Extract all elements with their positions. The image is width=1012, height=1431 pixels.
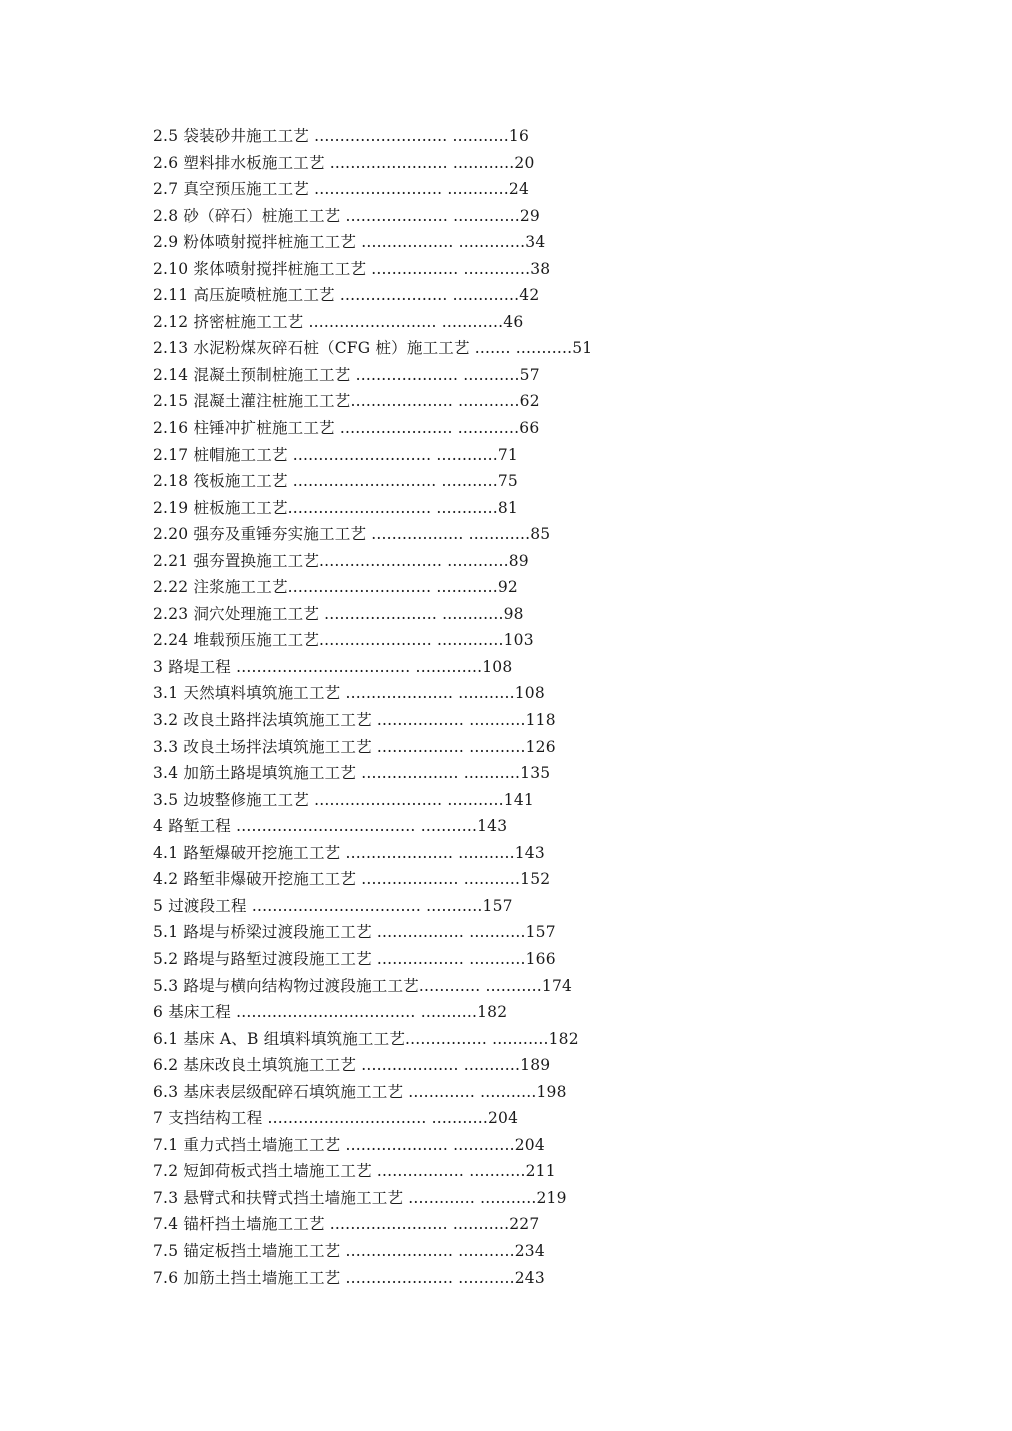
toc-entry (153, 787, 728, 814)
toc-entry (153, 601, 728, 628)
toc-entry-text: 2.22 注浆施工工艺............................ ............92 (153, 578, 518, 597)
toc-entry (153, 203, 728, 230)
toc-entry-text: 2.23 洞穴处理施工工艺 ...................... ............98 (153, 604, 524, 623)
toc-entry (153, 123, 728, 150)
toc-entry-text: 3.2 改良土路拌法填筑施工工艺 ................. ...........118 (153, 711, 556, 730)
toc-entry-text: 2.21 强夯置换施工工艺........................ ............89 (153, 551, 529, 570)
toc-entry-text: 6.1 基床 A、B 组填料填筑施工工艺................ ...........182 (153, 1029, 579, 1048)
toc-entry (153, 468, 728, 495)
toc-entry (153, 442, 728, 469)
toc-entry (153, 1238, 728, 1265)
toc-entry-text: 7 支挡结构工程 ............................... ...........204 (153, 1109, 519, 1128)
toc-entry (153, 1158, 728, 1185)
toc-entry (153, 734, 728, 761)
toc-entry-text: 6.2 基床改良土填筑施工工艺 ................... ...........189 (153, 1056, 551, 1075)
toc-entry-text: 2.20 强夯及重锤夯实施工工艺 .................. ............85 (153, 525, 551, 544)
toc-entry (153, 1132, 728, 1159)
toc-entry-text: 7.5 锚定板挡土墙施工工艺 ..................... ...........234 (153, 1241, 545, 1260)
toc-entry-text: 7.6 加筋土挡土墙施工工艺 ..................... ...........243 (153, 1268, 545, 1287)
toc-entry-text: 6.3 基床表层级配碎石填筑施工工艺 ............. ...........198 (153, 1082, 567, 1101)
toc-entry-text: 3 路堤工程 .................................. .............108 (153, 657, 513, 676)
toc-entry-text: 5.3 路堤与横向结构物过渡段施工工艺............ ...........174 (153, 976, 573, 995)
toc-entry-text: 6 基床工程 ................................... ...........182 (153, 1003, 508, 1022)
toc-entry-text: 2.10 浆体喷射搅拌桩施工工艺 ................. .............38 (153, 259, 551, 278)
toc-entry (153, 1105, 728, 1132)
toc-entry-text: 2.17 桩帽施工工艺 ........................... ............71 (153, 445, 518, 464)
toc-entry (153, 627, 728, 654)
toc-entry-text: 3.3 改良土场拌法填筑施工工艺 ................. ...........126 (153, 737, 556, 756)
toc-entry (153, 893, 728, 920)
toc-entry-text: 5.1 路堤与桥梁过渡段施工工艺 ................. ...........157 (153, 923, 556, 942)
toc-entry-text: 7.2 短卸荷板式挡土墙施工工艺 ................. ...........211 (153, 1162, 556, 1181)
toc-entry (153, 388, 728, 415)
toc-entry-text: 2.24 堆载预压施工工艺...................... .............103 (153, 631, 534, 650)
toc-entry-text: 2.18 筏板施工工艺 ............................ ...........75 (153, 472, 518, 491)
toc-entry-text: 2.9 粉体喷射搅拌桩施工工艺 .................. .............34 (153, 233, 546, 252)
toc-entry (153, 1211, 728, 1238)
toc-entry-text: 7.3 悬臂式和扶臂式挡土墙施工工艺 ............. ...........219 (153, 1188, 567, 1207)
toc-entry (153, 919, 728, 946)
toc-entry (153, 282, 728, 309)
toc-entry-text: 2.14 混凝土预制桩施工工艺 .................... ...........57 (153, 365, 540, 384)
toc-entry (153, 309, 728, 336)
toc-entry (153, 335, 728, 362)
toc-entry-text: 2.15 混凝土灌注桩施工工艺.................... ............62 (153, 392, 540, 411)
toc-entry-text: 7.1 重力式挡土墙施工工艺 .................... ............204 (153, 1135, 545, 1154)
toc-entry-text: 2.6 塑料排水板施工工艺 ....................... ............20 (153, 153, 535, 172)
toc-entry (153, 840, 728, 867)
toc-entry (153, 1265, 728, 1292)
toc-entry-text: 2.16 柱锤冲扩桩施工工艺 ...................... ............66 (153, 419, 540, 438)
toc-entry (153, 866, 728, 893)
toc-entry (153, 548, 728, 575)
toc-entry (153, 521, 728, 548)
toc-entry-text: 4.1 路堑爆破开挖施工工艺 ..................... ...........143 (153, 843, 545, 862)
toc-entry (153, 415, 728, 442)
toc-entry-text: 2.5 袋装砂井施工工艺 .......................... ...........16 (153, 127, 530, 145)
toc-entry-text: 2.12 挤密桩施工工艺 ......................... ............46 (153, 312, 524, 331)
toc-entry-text: 3.5 边坡整修施工工艺 ......................... ...........141 (153, 790, 534, 809)
toc-entry-text: 2.13 水泥粉煤灰碎石桩（CFG 桩）施工工艺 ....... ...........51 (153, 339, 593, 358)
toc-entry (153, 760, 728, 787)
toc-entry-text: 3.1 天然填料填筑施工工艺 ..................... ...........108 (153, 684, 545, 703)
toc-entry (153, 973, 728, 1000)
toc-entry (153, 1185, 728, 1212)
toc-entry-text: 2.8 砂（碎石）桩施工工艺 .................... .............29 (153, 206, 540, 225)
toc-entry (153, 256, 728, 283)
toc-entry-text: 7.4 锚杆挡土墙施工工艺 ....................... ...........227 (153, 1215, 540, 1234)
toc-entry (153, 1079, 728, 1106)
toc-entry (153, 574, 728, 601)
toc-entry (153, 813, 728, 840)
toc-entry (153, 707, 728, 734)
toc-entry (153, 495, 728, 522)
toc-entry-text: 3.4 加筋土路堤填筑施工工艺 ................... ...........135 (153, 764, 551, 783)
toc-entry-text: 2.11 高压旋喷桩施工工艺 ..................... .............42 (153, 286, 540, 305)
toc-entry (153, 999, 728, 1026)
toc-entry-text: 5 过渡段工程 ................................. ...........157 (153, 896, 513, 915)
toc-entry (153, 176, 728, 203)
table-of-contents (153, 123, 728, 1291)
toc-entry-text: 5.2 路堤与路堑过渡段施工工艺 ................. ...........166 (153, 949, 556, 968)
toc-entry (153, 1052, 728, 1079)
toc-entry-text: 4.2 路堑非爆破开挖施工工艺 ................... ...........152 (153, 870, 551, 889)
toc-entry (153, 229, 728, 256)
toc-entry (153, 946, 728, 973)
toc-entry (153, 150, 728, 177)
toc-entry (153, 362, 728, 389)
toc-entry (153, 654, 728, 681)
toc-entry (153, 680, 728, 707)
toc-entry (153, 1026, 728, 1053)
toc-entry-text: 4 路堑工程 ................................... ...........143 (153, 817, 508, 836)
toc-entry-text: 2.19 桩板施工工艺............................ ............81 (153, 498, 518, 517)
toc-entry-text: 2.7 真空预压施工工艺 ......................... ............24 (153, 180, 530, 199)
